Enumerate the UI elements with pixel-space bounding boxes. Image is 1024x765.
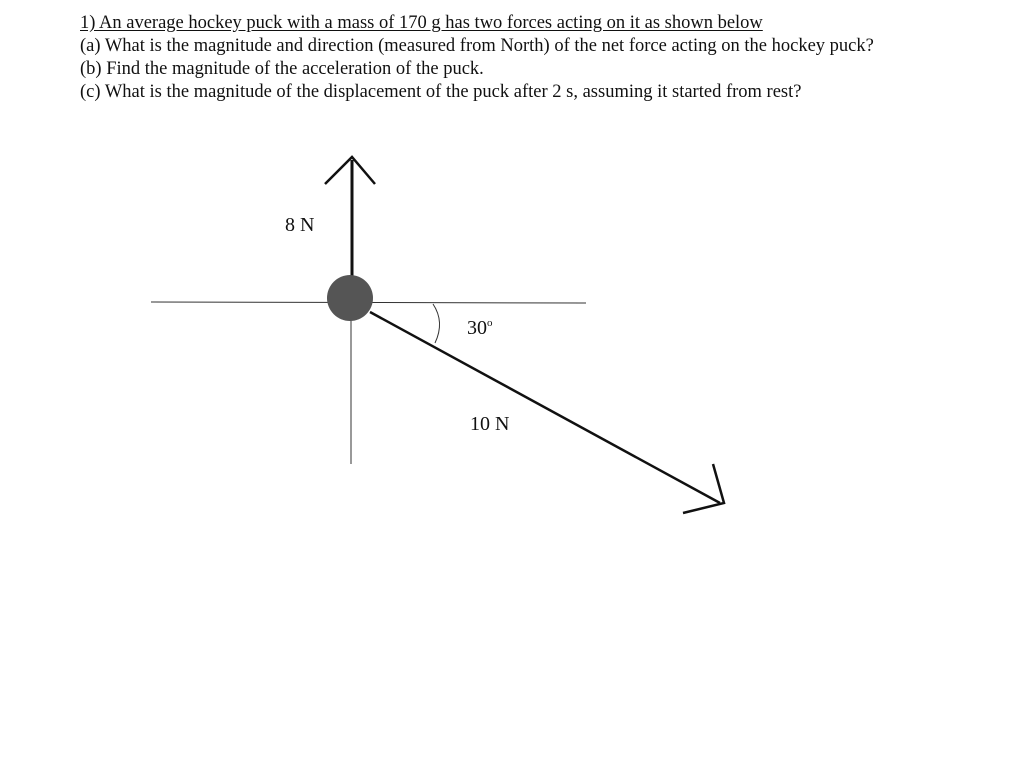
question-part-c: (c) What is the magnitude of the displacement of the puck after 2 s, assuming it started from rest? xyxy=(80,82,802,102)
angle-arc xyxy=(433,304,440,343)
force-label-10n: 10 N xyxy=(470,413,510,435)
arrowhead-north xyxy=(325,157,375,184)
hockey-puck xyxy=(327,275,373,321)
force-label-8n: 8 N xyxy=(285,214,315,236)
arrowhead-southeast xyxy=(683,464,724,513)
question-part-a: (a) What is the magnitude and direction (measured from North) of the net force acting on the hockey puck? xyxy=(80,36,874,56)
force-arrow-10n xyxy=(370,312,724,513)
angle-label: 30$^o$ xyxy=(467,317,493,339)
problem-title: 1) An average hockey puck with a mass of 170 g has two forces acting on it as shown below xyxy=(80,13,763,33)
question-part-b: (b) Find the magnitude of the acceleration of the puck. xyxy=(80,59,484,79)
